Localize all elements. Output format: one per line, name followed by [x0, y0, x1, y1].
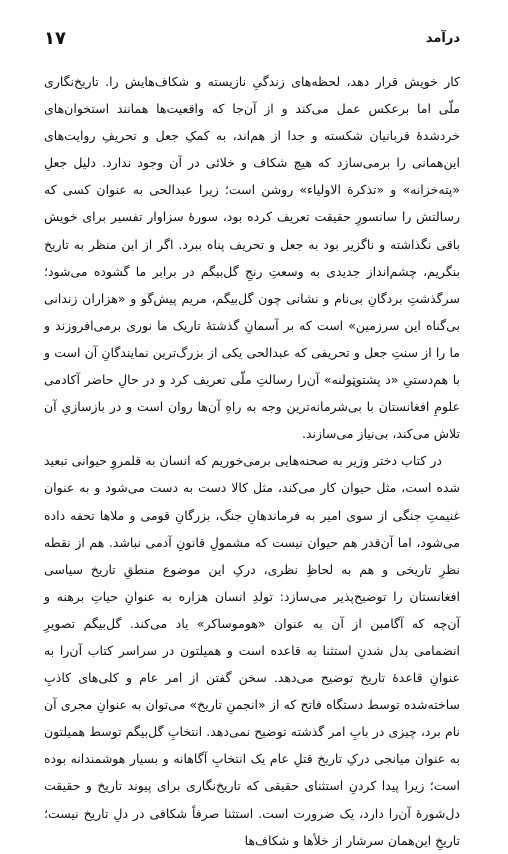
paragraph: در کتاب دختر وزیر به صحنه‌هایی برمی‌خوریم که انسان به قلمروِ حیوانی تبعید شده است، مثل حیوان کار می‌کند، مثل کالا دست به دست می‌شود و به عنوان غنیمتِ جنگی از سوی امیر به فرماندهانِ جنگ، بزرگانِ قومی و ملاها تحفه داده می‌شود، اما آن‌قدر هم حیوان نیست که مشمولِ قانونِ آدمی نباشد. هم از نقطه نظرِ تاریخی و هم به لحاظِ نظری، درکِ این موضوع منطقِ تاریخ سیاسی افغانستان را توضیح‌پذیر می‌سازد: تولدِ انسان هزاره به عنوانِ حیاتِ برهنه و آن‌چه که آگامبن از آن به عنوان «هوموساکر» یاد می‌کند. گل‌بیگم تصویرِ انضمامی بدل شدنِ استثنا به قاعده است و همیلتون در سراسر کتاب آن‌را به عنوانِ قاعدۀ تاریخ توضیح می‌دهد. سخن گفتن از امر عام و کلی‌های کاذبِ ساخته‌شده توسط دستگاه فاتح که از «انجمنِ تاریخ» می‌توان به عنوانِ مجری آن نام برد، چیزی در بابِ امر گذشته توضیح نمی‌دهد. انتخابِ گل‌بیگم توسط همیلتون به عنوان میانجی درکِ تاریخ قتلِ عام یک انتخابِ آگاهانه و بسیار هوشمندانه بوده است؛ زیرا پیدا کردنِ استثنای حقیقی که تاریخ‌نگاری برای پیوند تاریخ و حقیقت دل‌شورۀ آن‌را دارد، یک ضرورت است. استثنا صرفاً شکافی در دلِ تاریخ نیست؛ تاریخِ این‌همان سرشار از خلأها و شکاف‌ها [44, 453, 460, 848]
body-text [44, 68, 460, 854]
paragraph: کار خویش قرار دهد، لحظه‌های زندگیِ نازیسته و شکاف‌هایش را. تاریخ‌نگاری ملّی اما برعکس عمل می‌کند و از آن‌جا که واقعیت‌ها همانند استخوان‌های خردشدۀ قربانیان شکسته و جدا از هم‌اند، به کمکِ جعل و تحریفِ روایت‌های این‌همانی را برمی‌سازد که هیچ شکاف و خلائی در آن وجود ندارد. دلیل جعلِ «پتەخزانه» و «تذکرة الاولیاء» روشن است؛ زیرا عبدالحی به عنوان کسی که رسالتش را سانسورِ حقیقت تعریف کرده بود، سورۀ سزاوار تفسیر برای خویش باقی نگذاشته و ناگزیر بود به جعل و تحریف پناه ببرد. اگر از این منظر به تاریخ بنگریم، چشم‌انداز جدیدی به وسعتِ رنجِ گل‌بیگم در برابر ما گشوده می‌شود؛ سرگذشتِ بردگانِ بی‌نام و نشانی چون گل‌بیگم، مریم پیش‌گو و «هزاران زندانی بی‌گناه این سرزمین» است که بر آسمانِ گذشتۀ تاریک ما نوری برمی‌افروزند و ما را از سنتِ جعل و تحریفی که عبدالحی یکی از بزرگ‌ترین نمایندگانِ آن است و با هم‌دستیِ «د پشتوټولنه» آن‌را رسالتِ ملّی تعریف کرد و در حالِ حاضر آکادمی علومِ افغانستان با بی‌شرمانه‌ترین وجه به راهِ آن‌ها روان است و در بازسازیِ آن تلاش می‌کند، بی‌نیاز می‌سازند. [44, 74, 460, 442]
page-number: ۱۷ [44, 28, 66, 49]
running-head: درآمد [425, 31, 460, 46]
page-header [44, 28, 460, 52]
